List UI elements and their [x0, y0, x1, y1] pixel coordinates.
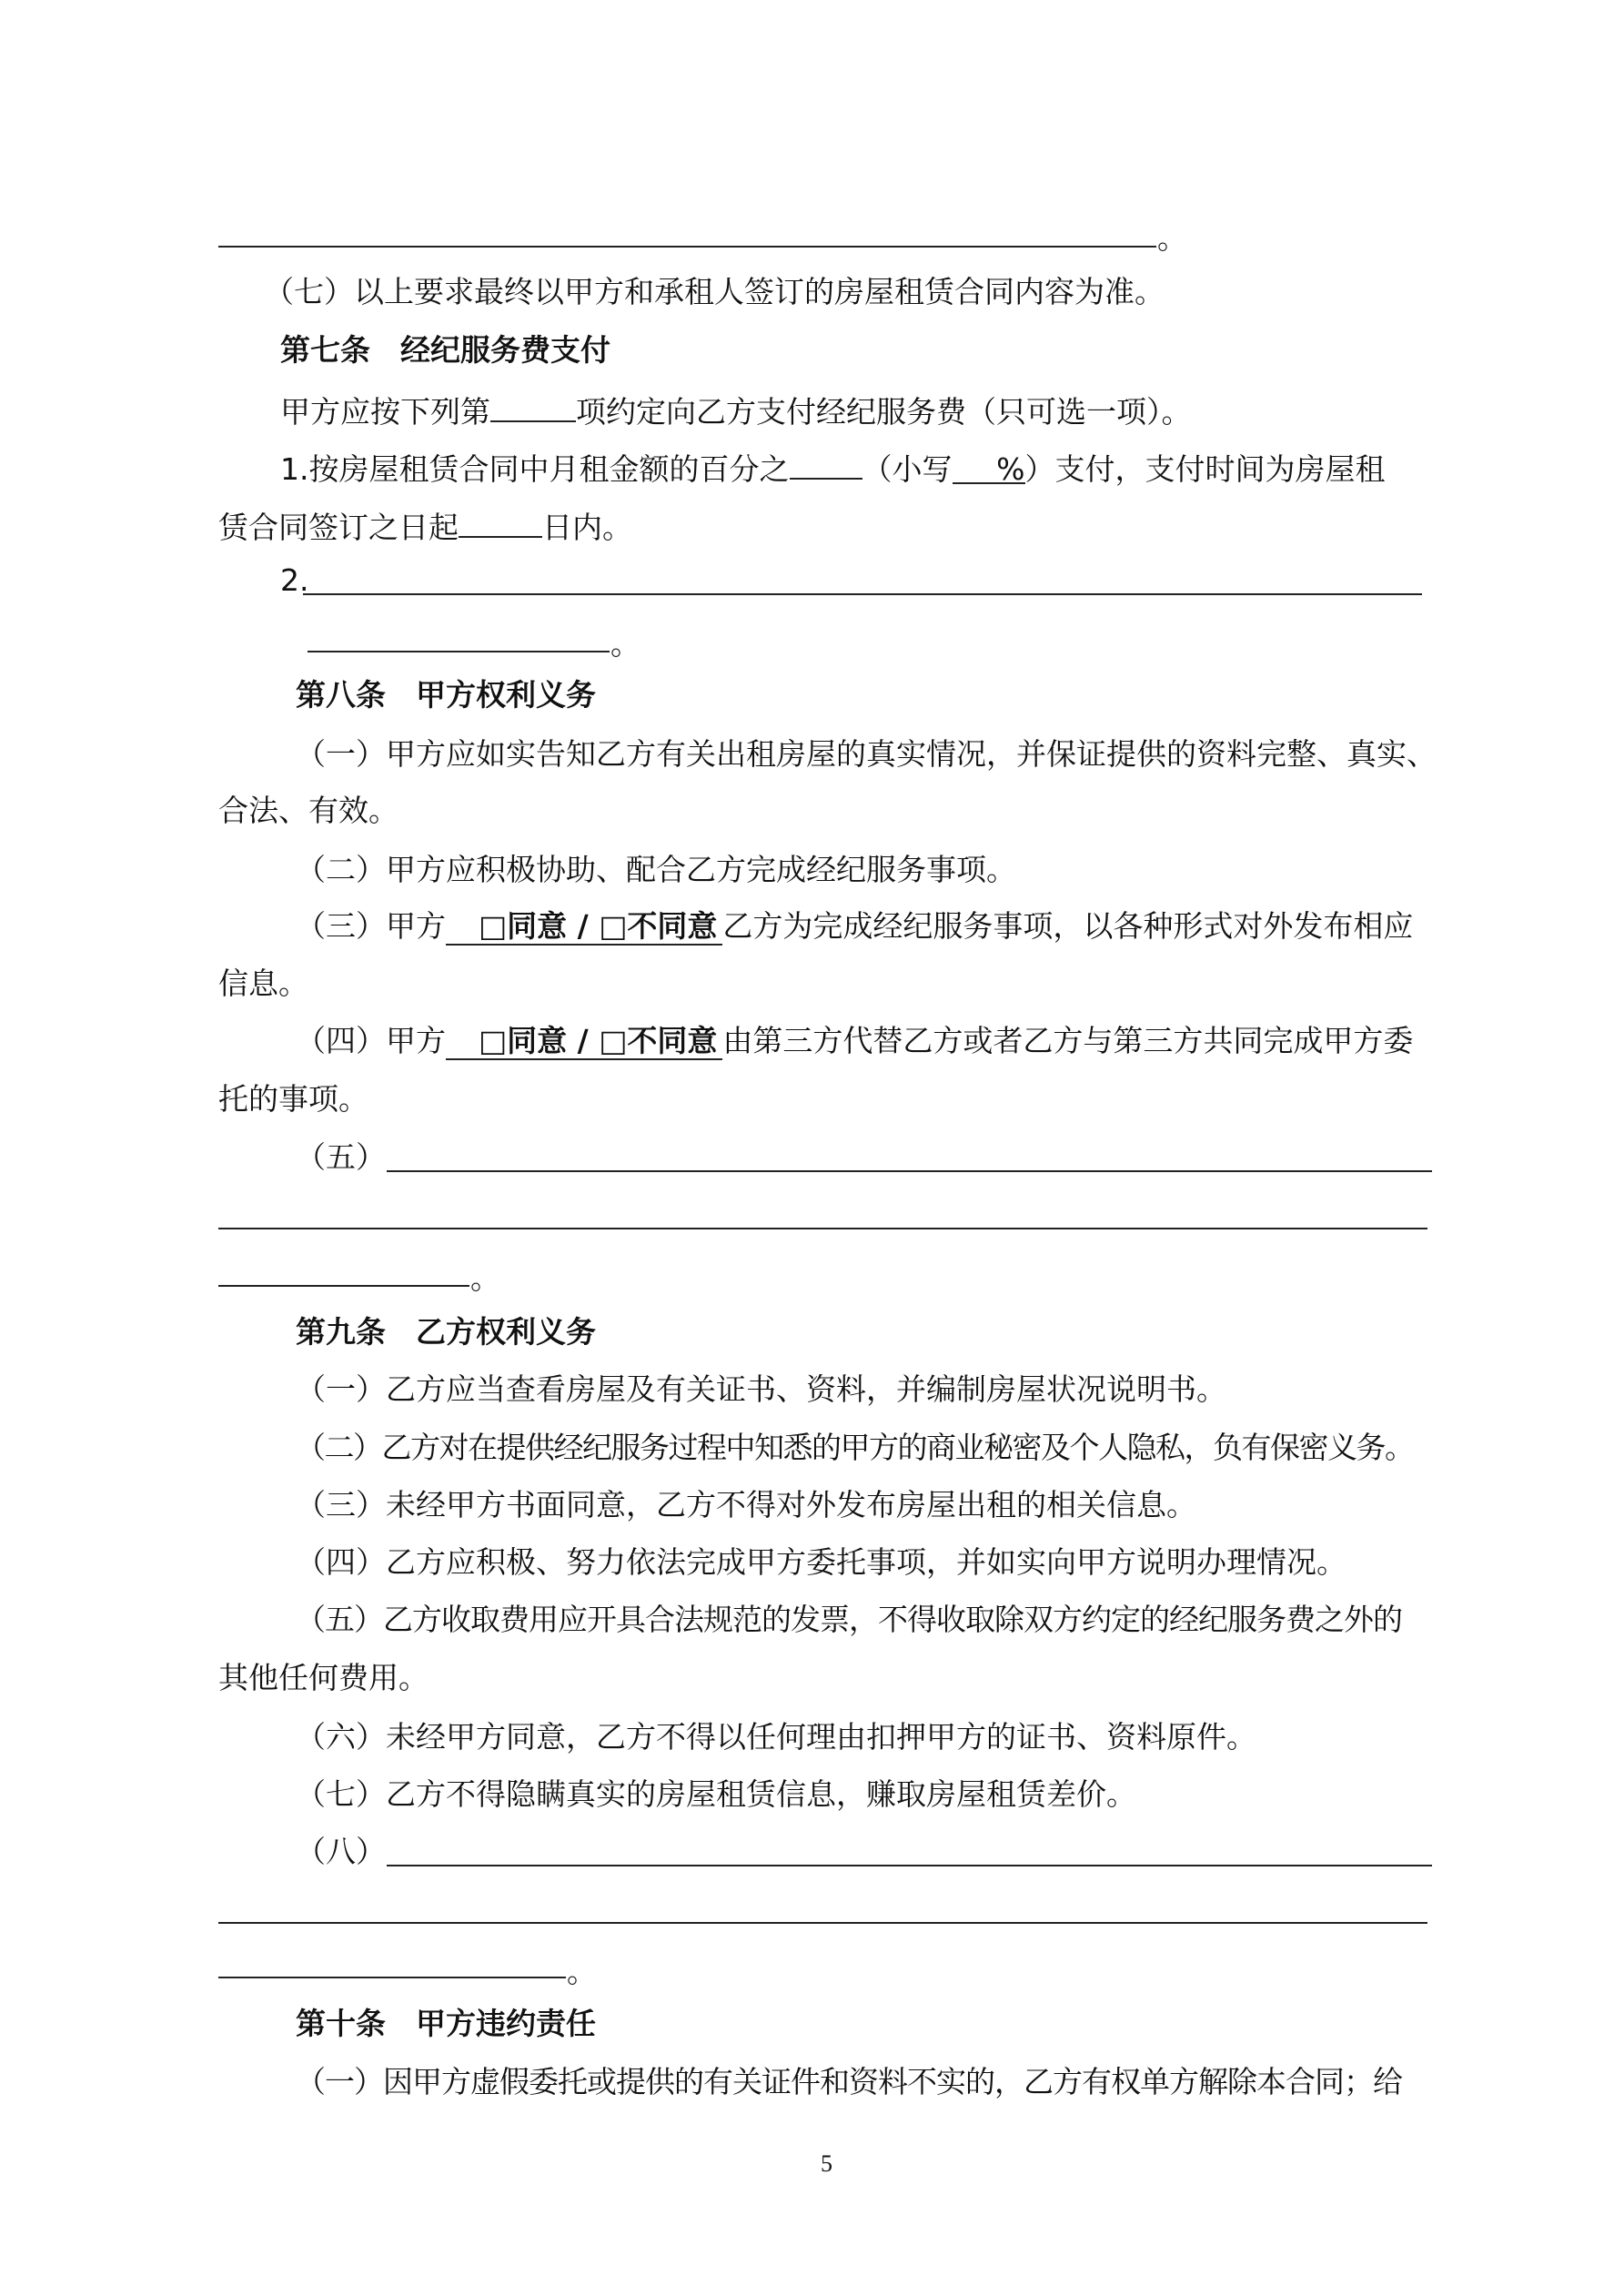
clause-7-option-2: 2.	[280, 562, 309, 598]
fill-line	[218, 246, 1156, 248]
clause-9-item-6: （六）未经甲方同意，乙方不得以任何理由扣押甲方的证书、资料原件。	[296, 1719, 1256, 1755]
item-8-blank[interactable]	[387, 1865, 1432, 1866]
text: 乙方为完成经纪服务事项，以各种形式对外发布相应	[722, 908, 1414, 944]
clause-8-title: 第八条 甲方权利义务	[296, 677, 596, 713]
period: 。	[567, 1954, 597, 1989]
clause-8-item-3	[296, 908, 1413, 945]
item-5-blank[interactable]	[387, 1170, 1432, 1172]
agree-choice[interactable]: □同意 / □不同意	[446, 1023, 722, 1060]
item-5-blank-cont[interactable]	[218, 1228, 1427, 1229]
item-8-blank-cont[interactable]	[218, 1922, 1427, 1924]
clause-9-item-8: （八）	[296, 1834, 386, 1869]
text: 日内。	[542, 510, 632, 545]
text: 甲方应按下列第	[280, 394, 490, 430]
option-2-blank-cont[interactable]	[308, 651, 610, 652]
clause-9-title: 第九条 乙方权利义务	[296, 1314, 596, 1350]
option-2-blank[interactable]	[303, 593, 1422, 595]
period: 。	[470, 1260, 500, 1296]
clause-9-item-3: （三）未经甲方书面同意，乙方不得对外发布房屋出租的相关信息。	[296, 1487, 1196, 1522]
option-number-blank[interactable]	[490, 389, 576, 422]
days-blank[interactable]	[459, 505, 542, 538]
clause-9-item-7: （七）乙方不得隐瞒真实的房屋租赁信息，赚取房屋租赁差价。	[296, 1776, 1136, 1812]
percent-words-blank[interactable]	[790, 447, 862, 480]
clause-8-item-1-cont: 合法、有效。	[218, 793, 398, 828]
text: （四）甲方	[296, 1023, 446, 1058]
clause-8-item-4-cont: 托的事项。	[218, 1081, 368, 1117]
clause-7-option-1-cont	[218, 505, 632, 546]
clause-10-item-1: （一）因甲方虚假委托或提供的有关证件和资料不实的，乙方有权单方解除本合同；给	[296, 2064, 1402, 2099]
clause-7-title: 第七条 经纪服务费支付	[280, 332, 610, 368]
text: 赁合同签订之日起	[218, 510, 459, 545]
text: （小写	[862, 451, 953, 487]
text: 项约定向乙方支付经纪服务费（只可选一项）。	[576, 394, 1192, 430]
clause-9-item-4: （四）乙方应积极、努力依法完成甲方委托事项，并如实向甲方说明办理情况。	[296, 1544, 1347, 1580]
clause-9-item-1: （一）乙方应当查看房屋及有关证书、资料，并编制房屋状况说明书。	[296, 1371, 1226, 1407]
clause-6-item-7: （七）以上要求最终以甲方和承租人签订的房屋租赁合同内容为准。	[264, 274, 1165, 309]
clause-7-option-1	[280, 447, 1386, 488]
percent-sign: %	[996, 451, 1025, 487]
clause-9-item-5-cont: 其他任何费用。	[218, 1660, 429, 1695]
text: 1.按房屋租赁合同中月租金额的百分之	[280, 451, 790, 487]
clause-9-item-2: （二）乙方对在提供经纪服务过程中知悉的甲方的商业秘密及个人隐私，负有保密义务。	[296, 1430, 1414, 1465]
agree-choice[interactable]: □同意 / □不同意	[446, 908, 722, 946]
clause-8-item-4	[296, 1023, 1413, 1059]
page-number: 5	[821, 2150, 832, 2177]
text: 由第三方代替乙方或者乙方与第三方共同完成甲方委	[722, 1023, 1414, 1058]
period: 。	[610, 626, 641, 662]
percent-digits-blank[interactable]	[953, 451, 1025, 487]
clause-9-item-5: （五）乙方收取费用应开具合法规范的发票，不得收取除双方约定的经纪服务费之外的	[296, 1602, 1402, 1637]
clause-10-title: 第十条 甲方违约责任	[296, 2006, 596, 2041]
item-5-blank-cont[interactable]	[218, 1285, 469, 1287]
clause-8-item-5: （五）	[296, 1139, 386, 1175]
clause-8-item-2: （二）甲方应积极协助、配合乙方完成经纪服务事项。	[296, 852, 1016, 887]
clause-7-intro	[280, 389, 1192, 430]
text: （三）甲方	[296, 908, 446, 944]
item-8-blank-cont[interactable]	[218, 1977, 566, 1978]
clause-8-item-3-cont: 信息。	[218, 966, 308, 1001]
period: 。	[1157, 220, 1187, 256]
clause-8-item-1: （一）甲方应如实告知乙方有关出租房屋的真实情况，并保证提供的资料完整、真实、	[296, 736, 1437, 772]
text: ）支付，支付时间为房屋租	[1024, 451, 1386, 487]
